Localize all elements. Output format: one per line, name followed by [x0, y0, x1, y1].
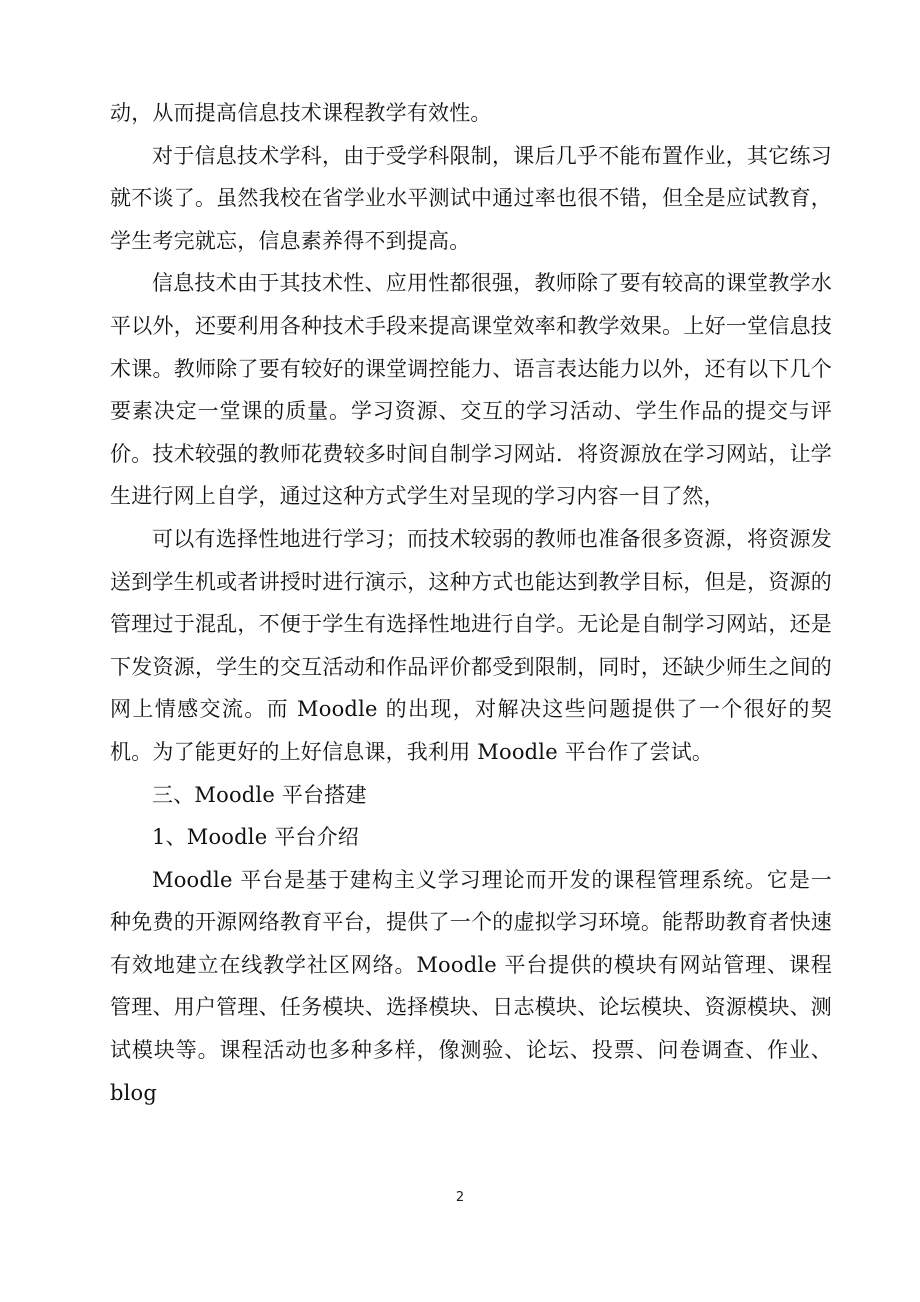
subsection-heading: 1、Moodle 平台介绍 [152, 825, 360, 850]
section-heading: 三、Moodle 平台搭建 [152, 782, 367, 807]
paragraph-1: 动，从而提高信息技术课程教学有效性。 [110, 101, 492, 125]
page-number: 2 [455, 1190, 465, 1205]
paragraph-4: 可以有选择性地进行学习；而技术较弱的教师也准备很多资源，将资源发送到学生机或者讲授时进行演示，这种方式也能达到教学目标，但是，资源的管理过于混乱，不便于学生有选择性地进行自学。无论是自制学习网站，还是下发资源，学生的交互活动和作品评价都受到限制，同时，还缺少师生之间的网上情感交流。而 Moodle 的出现，对解决这些问题提供了一个很好的契机。为了能更好的上好信息课，我利用 Moodle 平台作了尝试。 [110, 526, 832, 764]
paragraph-2: 对于信息技术学科，由于受学科限制，课后几乎不能布置作业，其它练习就不谈了。虽然我校在省学业水平测试中通过率也很不错，但全是应试教育，学生考完就忘，信息素养得不到提高。 [110, 143, 832, 253]
paragraph-5: Moodle 平台是基于建构主义学习理论而开发的课程管理系统。它是一种免费的开源网络教育平台，提供了一个的虚拟学习环境。能帮助教育者快速有效地建立在线教学社区网络。Moodle 平台提供的模块有网站管理、课程管理、用户管理、任务模块、选择模块、日志模块、论坛模块、资源模块、测试模块等。课程活动也多种多样，像测验、论坛、投票、问卷调查、作业、blog [110, 867, 832, 1105]
body-text [110, 92, 832, 1114]
paragraph-3: 信息技术由于其技术性、应用性都很强，教师除了要有较高的课堂教学水平以外，还要利用各种技术手段来提高课堂效率和教学效果。上好一堂信息技术课。教师除了要有较好的课堂调控能力、语言表达能力以外，还有以下几个要素决定一堂课的质量。学习资源、交互的学习活动、学生作品的提交与评价。技术较强的教师花费较多时间自制学习网站．将资源放在学习网站，让学生进行网上自学，通过这种方式学生对呈现的学习内容一目了然， [110, 271, 832, 509]
